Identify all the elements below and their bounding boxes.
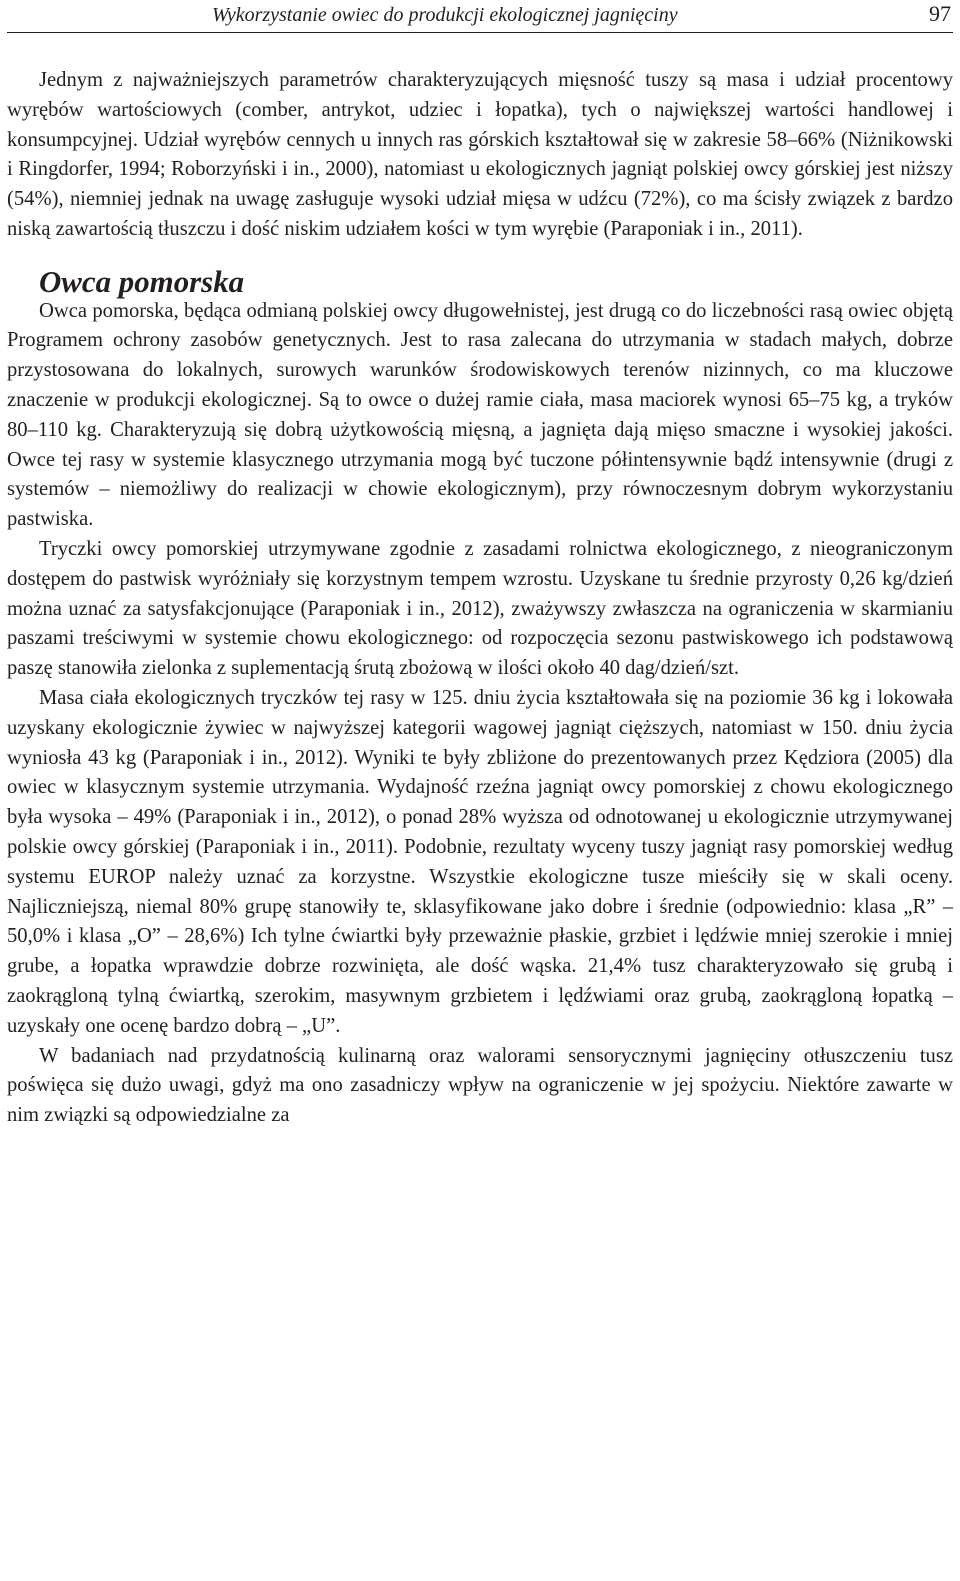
section-heading bbox=[7, 263, 953, 299]
paragraph: Jednym z najważniejszych parametrów charakteryzujących mięsność tuszy są masa i udział procentowy wyrębów wartościowych (comber, antrykot, udziec i łopatka), tych o największej wartości handlowej i konsumpcyjnej. Udział wyrębów cennych u innych ras górskich kształtował się w zakresie 58–66% (Niżnikowski i Ringdorfer, 1994; Roborzyński i in., 2000), natomiast u ekologicznych jagniąt polskiej owcy górskiej jest niższy (54%), niemniej jednak na uwagę zasługuje wysoki udział mięsa w udźcu (72%), co ma ścisły związek z bardzo niską zawartością tłuszczu i dość niskim udziałem kości w tym wyrębie (Paraponiak i in., 2011). bbox=[7, 69, 953, 240]
body-text bbox=[7, 66, 953, 1131]
running-title: Wykorzystanie owiec do produkcji ekologicznej jagnięciny bbox=[212, 4, 678, 26]
section-heading-text: Owca pomorska bbox=[39, 263, 245, 299]
paragraph: Masa ciała ekologicznych tryczków tej rasy w 125. dniu życia kształtowała się na poziomie 36 kg i lokowała uzyskany ekologicznie żywiec w najwyższej kategorii wagowej jagniąt cięższych, natomiast w 150. dniu życia wyniosła 43 kg (Paraponiak i in., 2012). Wyniki te były zbliżone do prezentowanych przez Kędziora (2005) dla owiec w klasycznym systemie utrzymania. Wydajność rzeźna jagniąt owcy pomorskiej z chowu ekologicznego była wysoka – 49% (Paraponiak i in., 2012), o ponad 28% wyższa od odnotowanej u ekologicznie utrzymywanej polskie owcy górskiej (Paraponiak i in., 2011). Podobnie, rezultaty wyceny tuszy jagniąt rasy pomorskiej według systemu EUROP należy uznać za korzystne. Wszystkie ekologiczne tusze mieściły się w skali oceny. Najliczniejszą, niemal 80% grupę stanowiły te, sklasyfikowane jako dobre i średnie (odpowiednio: klasa „R” –50,0% i klasa „O” – 28,6%) Ich tylne ćwiartki były przeważnie płaskie, grzbiet i lędźwie mniej szerokie i mniej grube, a łopatka wprawdzie dobrze rozwinięta, ale dość wąska. 21,4% tusz charakteryzowało się grubą i zaokrągloną tylną ćwiartką, szerokim, masywnym grzbietem i lędźwiami oraz grubą, zaokrągloną łopatką – uzyskały one ocenę bardzo dobrą – „U”. bbox=[7, 686, 953, 1037]
running-header bbox=[7, 0, 953, 33]
page-number: 97 bbox=[929, 1, 951, 26]
paragraph: W badaniach nad przydatnością kulinarną oraz walorami sensorycznymi jagnięciny otłuszczeniu tusz poświęca się dużo uwagi, gdyż ma ono zasadniczy wpływ na ograniczenie w jej spożyciu. Niektóre zawarte w nim związki są odpowiedzialne za bbox=[7, 1044, 953, 1127]
document-page bbox=[7, 0, 953, 1131]
paragraph: Tryczki owcy pomorskiej utrzymywane zgodnie z zasadami rolnictwa ekologicznego, z nieograniczonym dostępem do pastwisk wyróżniały się korzystnym tempem wzrostu. Uzyskane tu średnie przyrosty 0,26 kg/dzień można uznać za satysfakcjonujące (Paraponiak i in., 2012), zważywszy zwłaszcza na ograniczenia w skarmianiu paszami treściwymi w systemie chowu ekologicznego: od rozpoczęcia sezonu pastwiskowego ich podstawową paszę stanowiła zielonka z suplementacją śrutą zbożową w ilości około 40 dag/dzień/szt. bbox=[7, 537, 953, 680]
paragraph: Owca pomorska, będąca odmianą polskiej owcy długowełnistej, jest drugą co do liczebności rasą owiec objętą Programem ochrony zasobów genetycznych. Jest to rasa zalecana do utrzymania w stadach małych, dobrze przystosowana do lokalnych, surowych warunków środowiskowych terenów nizinnych, co ma kluczowe znaczenie w produkcji ekologicznej. Są to owce o dużej ramie ciała, masa maciorek wynosi 65–75 kg, a tryków 80–110 kg. Charakteryzują się dobrą użytkowością mięsną, a jagnięta dają mięso smaczne i wysokiej jakości. Owce tej rasy w systemie klasycznego utrzymania mogą być tuczone półintensywnie bądź intensywnie (drugi z systemów – niemożliwy do realizacji w chowie ekologicznym), przy równoczesnym dobrym wykorzystaniu pastwiska. bbox=[7, 299, 953, 531]
